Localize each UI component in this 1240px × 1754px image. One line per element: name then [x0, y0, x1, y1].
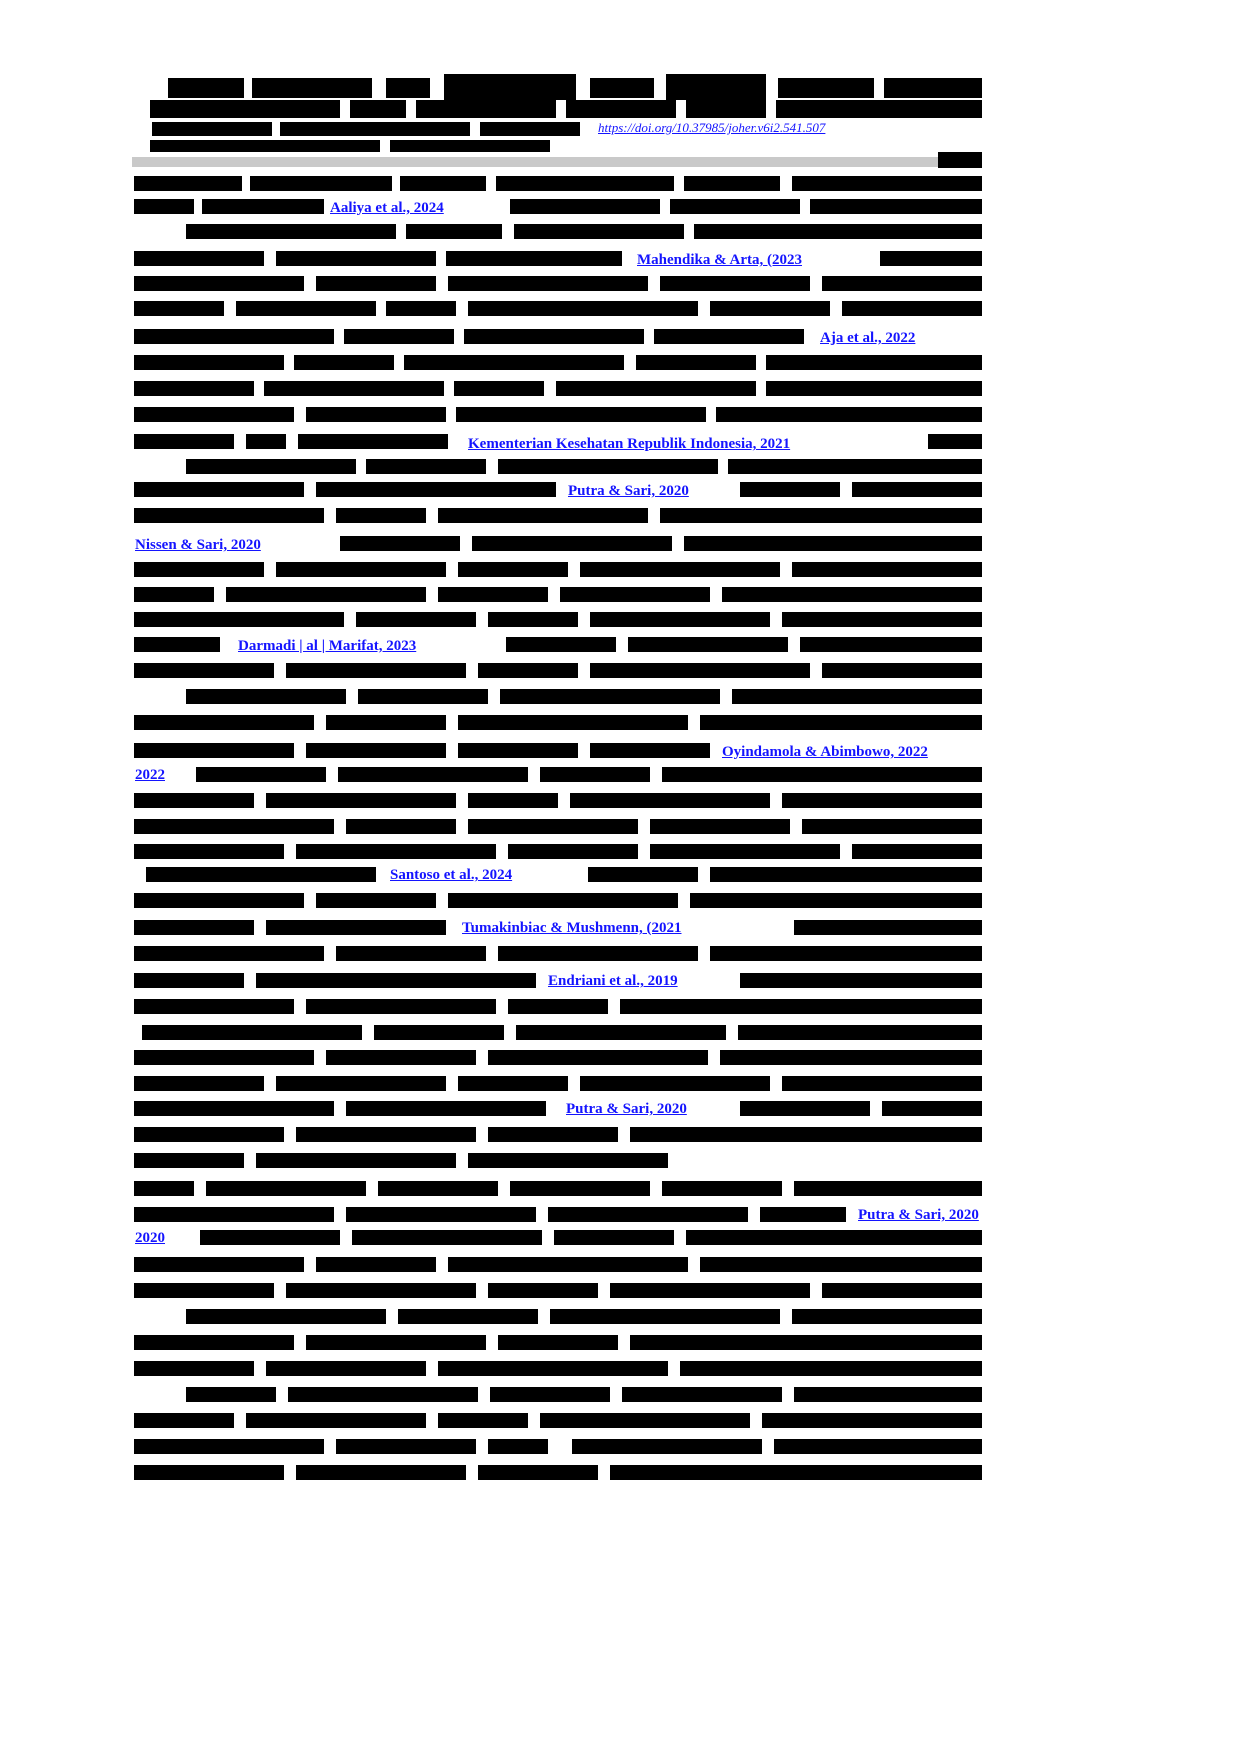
body-line — [580, 562, 780, 577]
body-line — [880, 251, 982, 266]
body-line — [782, 612, 982, 627]
body-line — [464, 329, 644, 344]
body-line — [276, 251, 436, 266]
body-line — [134, 946, 324, 961]
body-line — [722, 587, 982, 602]
body-line — [316, 482, 556, 497]
body-line — [508, 844, 638, 859]
citation-link[interactable]: Putra & Sari, 2020 — [858, 1207, 979, 1223]
body-line — [386, 301, 456, 316]
body-line — [326, 715, 446, 730]
body-line — [488, 612, 578, 627]
title-line-2b — [350, 100, 406, 118]
title-line-1c — [386, 78, 430, 98]
body-line — [550, 1309, 780, 1324]
body-line — [732, 689, 982, 704]
body-line — [506, 637, 616, 652]
body-line — [690, 893, 982, 908]
body-line — [590, 612, 770, 627]
body-line — [438, 1361, 668, 1376]
body-line — [498, 1335, 618, 1350]
body-line — [134, 1207, 334, 1222]
body-line — [740, 1101, 870, 1116]
body-line — [490, 1387, 610, 1402]
body-line — [738, 1025, 982, 1040]
citation-link[interactable]: Endriani et al., 2019 — [548, 973, 678, 989]
body-line — [660, 276, 810, 291]
body-line — [286, 1283, 476, 1298]
body-line — [458, 562, 568, 577]
body-line — [446, 251, 622, 266]
body-line — [250, 176, 392, 191]
body-line — [226, 587, 426, 602]
body-line — [650, 819, 790, 834]
body-line — [374, 1025, 504, 1040]
body-line — [316, 276, 436, 291]
citation-link[interactable]: Putra & Sari, 2020 — [568, 483, 689, 499]
body-line — [782, 793, 982, 808]
body-line — [636, 355, 756, 370]
body-line — [246, 1413, 426, 1428]
body-line — [406, 224, 502, 239]
body-line — [134, 199, 194, 214]
title-line-1e — [590, 78, 654, 98]
title-line-1b — [252, 78, 372, 98]
body-line — [468, 793, 558, 808]
body-line — [286, 663, 466, 678]
body-line — [740, 482, 840, 497]
body-line — [146, 867, 376, 882]
body-line — [134, 893, 304, 908]
body-line — [134, 1283, 274, 1298]
body-line — [794, 920, 982, 935]
body-line — [540, 1413, 750, 1428]
body-line — [852, 482, 982, 497]
body-line — [554, 1230, 674, 1245]
body-line — [454, 381, 544, 396]
body-line — [822, 663, 982, 678]
body-line — [448, 276, 648, 291]
body-line — [852, 844, 982, 859]
body-line — [196, 767, 326, 782]
body-line — [336, 1439, 476, 1454]
body-line — [500, 689, 720, 704]
body-line — [142, 1025, 362, 1040]
body-line — [458, 1076, 568, 1091]
body-line — [264, 381, 444, 396]
body-line — [662, 1181, 782, 1196]
body-line — [134, 301, 224, 316]
body-line — [134, 1101, 334, 1116]
body-line — [488, 1283, 598, 1298]
body-line — [590, 663, 810, 678]
body-line — [256, 1153, 456, 1168]
body-line — [134, 973, 244, 988]
body-line — [766, 381, 982, 396]
body-line — [134, 176, 242, 191]
body-line — [794, 1387, 982, 1402]
body-line — [206, 1181, 366, 1196]
body-line — [570, 793, 770, 808]
title-line-2f — [776, 100, 982, 118]
body-line — [134, 793, 254, 808]
body-line — [338, 767, 528, 782]
body-line — [134, 381, 254, 396]
body-line — [800, 637, 982, 652]
header-meta-mid — [390, 140, 550, 152]
page-number-badge — [938, 152, 982, 168]
body-line — [842, 301, 982, 316]
citation-link[interactable]: Nissen & Sari, 2020 — [135, 537, 261, 553]
subtitle-line — [152, 122, 272, 136]
body-line — [740, 973, 982, 988]
body-line — [306, 407, 446, 422]
body-line — [200, 1230, 340, 1245]
body-line — [134, 819, 334, 834]
body-line — [654, 329, 804, 344]
body-line — [266, 793, 456, 808]
body-line — [438, 587, 548, 602]
body-line — [488, 1050, 708, 1065]
body-line — [572, 1439, 762, 1454]
body-line — [134, 1153, 244, 1168]
body-line — [134, 612, 344, 627]
body-line — [720, 1050, 982, 1065]
body-line — [266, 1361, 426, 1376]
body-line — [508, 999, 608, 1014]
body-line — [478, 663, 578, 678]
body-line — [710, 301, 830, 316]
body-line — [468, 301, 698, 316]
body-line — [352, 1230, 542, 1245]
body-line — [792, 176, 982, 191]
body-line — [700, 715, 982, 730]
body-line — [514, 224, 684, 239]
body-line — [336, 508, 426, 523]
header-divider — [132, 157, 982, 167]
body-line — [134, 1050, 314, 1065]
citation-link[interactable]: Putra & Sari, 2020 — [566, 1101, 687, 1117]
body-line — [516, 1025, 726, 1040]
body-line — [134, 1361, 254, 1376]
body-line — [670, 199, 800, 214]
body-line — [134, 637, 220, 652]
body-line — [134, 743, 294, 758]
title-line-1g — [778, 78, 874, 98]
body-line — [294, 355, 394, 370]
body-line — [588, 867, 698, 882]
body-line — [458, 715, 688, 730]
body-line — [316, 893, 436, 908]
citation-link[interactable]: Tumakinbiac & Mushmenn, (2021 — [462, 920, 682, 936]
body-line — [134, 482, 304, 497]
body-line — [822, 1283, 982, 1298]
body-line — [700, 1257, 982, 1272]
body-line — [774, 1439, 982, 1454]
title-line-2e — [686, 100, 766, 118]
body-line — [306, 743, 446, 758]
body-line — [346, 819, 456, 834]
body-line — [134, 562, 264, 577]
body-line — [766, 355, 982, 370]
body-line — [928, 434, 982, 449]
body-line — [498, 459, 718, 474]
body-line — [710, 946, 982, 961]
body-line — [448, 893, 678, 908]
title-line-1d — [444, 74, 576, 100]
body-line — [134, 663, 274, 678]
body-line — [468, 1153, 668, 1168]
body-line — [540, 767, 650, 782]
body-line — [488, 1127, 618, 1142]
body-line — [298, 434, 448, 449]
body-line — [186, 689, 346, 704]
body-line — [306, 999, 496, 1014]
body-line — [438, 1413, 528, 1428]
body-line — [134, 999, 294, 1014]
body-line — [306, 1335, 486, 1350]
body-line — [186, 224, 396, 239]
body-line — [548, 1207, 748, 1222]
body-line — [456, 407, 706, 422]
body-line — [794, 1181, 982, 1196]
body-line — [468, 819, 638, 834]
body-line — [802, 819, 982, 834]
body-line — [134, 1335, 294, 1350]
body-line — [134, 1465, 284, 1480]
body-line — [400, 176, 486, 191]
body-line — [358, 689, 488, 704]
body-line — [296, 844, 496, 859]
body-line — [134, 1076, 264, 1091]
subtitle-line-b — [280, 122, 470, 136]
body-line — [186, 1387, 276, 1402]
body-line — [134, 355, 284, 370]
body-line — [134, 434, 234, 449]
body-line — [684, 536, 982, 551]
body-line — [134, 1127, 284, 1142]
body-line — [202, 199, 324, 214]
body-line — [438, 508, 648, 523]
body-line — [134, 329, 334, 344]
body-line — [680, 1361, 982, 1376]
citation-link[interactable]: Aaliya et al., 2024 — [330, 200, 444, 216]
body-line — [256, 973, 536, 988]
body-line — [236, 301, 376, 316]
body-line — [684, 176, 780, 191]
body-line — [650, 844, 840, 859]
body-line — [356, 612, 476, 627]
body-line — [478, 1465, 598, 1480]
body-line — [134, 1257, 304, 1272]
body-line — [276, 562, 446, 577]
body-line — [694, 224, 982, 239]
body-line — [398, 1309, 538, 1324]
body-line — [728, 459, 982, 474]
citation-link-continuation[interactable]: 2020 — [135, 1230, 165, 1246]
title-line-1h — [884, 78, 982, 98]
citation-link[interactable]: Kementerian Kesehatan Republik Indonesia, 2021 — [468, 436, 791, 452]
body-line — [560, 587, 710, 602]
body-line — [134, 587, 214, 602]
body-line — [630, 1335, 982, 1350]
body-line — [134, 276, 304, 291]
body-line — [296, 1127, 476, 1142]
body-line — [510, 1181, 650, 1196]
body-line — [662, 767, 982, 782]
body-line — [296, 1465, 466, 1480]
body-line — [496, 176, 674, 191]
body-line — [134, 715, 314, 730]
body-line — [686, 1230, 982, 1245]
subtitle-line-c — [480, 122, 580, 136]
body-line — [276, 1076, 446, 1091]
body-line — [346, 1207, 536, 1222]
body-line — [186, 459, 356, 474]
header-meta-left — [150, 140, 380, 152]
body-line — [660, 508, 982, 523]
body-line — [134, 508, 324, 523]
body-line — [762, 1413, 982, 1428]
body-line — [472, 536, 672, 551]
body-line — [134, 920, 254, 935]
citation-link[interactable]: Darmadi | al | Marifat, 2023 — [238, 638, 417, 654]
citation-link-continuation[interactable]: 2022 — [135, 767, 165, 783]
body-line — [710, 867, 982, 882]
body-line — [316, 1257, 436, 1272]
body-line — [134, 407, 294, 422]
title-line-2 — [150, 100, 340, 118]
title-line-1 — [168, 78, 244, 98]
title-line-1f — [666, 74, 766, 100]
body-line — [134, 1413, 234, 1428]
body-line — [716, 407, 982, 422]
body-line — [366, 459, 486, 474]
body-line — [620, 999, 982, 1014]
body-line — [630, 1127, 982, 1142]
body-line — [488, 1439, 548, 1454]
body-line — [556, 381, 756, 396]
title-line-2c — [416, 100, 556, 118]
body-line — [822, 276, 982, 291]
body-line — [782, 1076, 982, 1091]
body-line — [622, 1387, 782, 1402]
body-line — [610, 1283, 810, 1298]
doi-link[interactable]: https://doi.org/10.37985/joher.v6i2.541.507 — [598, 120, 826, 135]
body-line — [810, 199, 982, 214]
body-line — [246, 434, 286, 449]
citation-link[interactable]: Mahendika & Arta, (2023 — [637, 252, 802, 268]
body-line — [134, 1439, 324, 1454]
body-line — [882, 1101, 982, 1116]
citation-link[interactable]: Santoso et al., 2024 — [390, 867, 513, 883]
body-line — [448, 1257, 688, 1272]
citation-link[interactable]: Oyindamola & Abimbowo, 2022 — [722, 744, 928, 760]
body-line — [186, 1309, 386, 1324]
body-line — [340, 536, 460, 551]
body-line — [404, 355, 624, 370]
body-line — [134, 251, 264, 266]
body-line — [498, 946, 698, 961]
title-line-2d — [566, 100, 676, 118]
body-line — [458, 743, 578, 758]
body-line — [266, 920, 446, 935]
body-line — [336, 946, 486, 961]
body-line — [344, 329, 454, 344]
body-line — [628, 637, 788, 652]
body-line — [760, 1207, 846, 1222]
citation-link[interactable]: Aja et al., 2022 — [820, 330, 916, 346]
body-line — [326, 1050, 476, 1065]
body-line — [510, 199, 660, 214]
body-line — [346, 1101, 546, 1116]
body-line — [792, 1309, 982, 1324]
body-line — [792, 562, 982, 577]
body-line — [134, 1181, 194, 1196]
body-line — [134, 844, 284, 859]
body-line — [580, 1076, 770, 1091]
body-line — [590, 743, 710, 758]
body-line — [610, 1465, 982, 1480]
body-line — [288, 1387, 478, 1402]
body-line — [378, 1181, 498, 1196]
